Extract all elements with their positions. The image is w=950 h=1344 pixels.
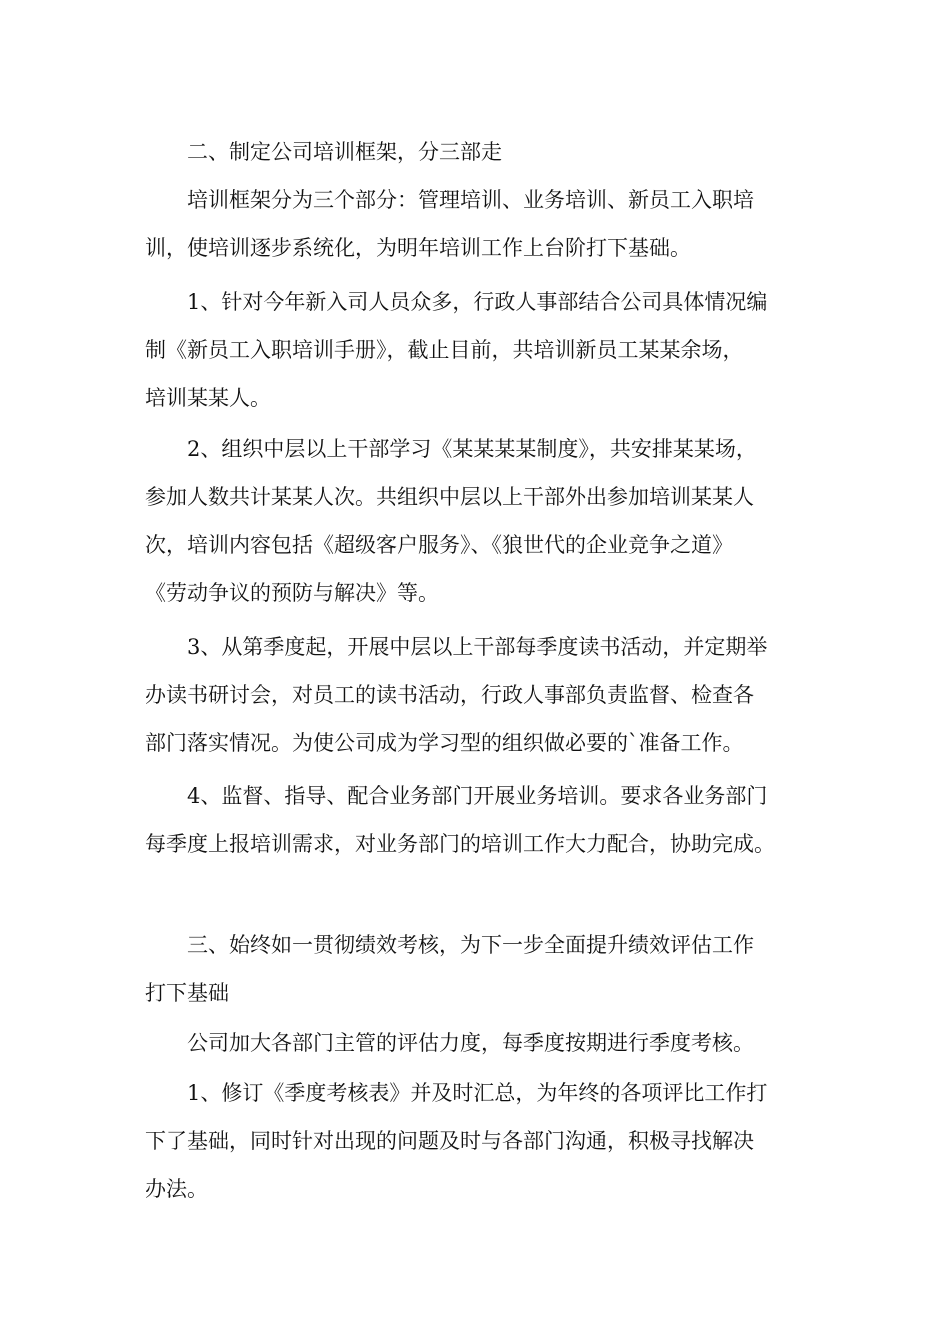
section-2-item-4-paragraph — [145, 772, 835, 868]
paragraph-line: 训，使培训逐步系统化，为明年培训工作上台阶打下基础。 — [145, 236, 691, 260]
section-3-heading — [145, 921, 835, 1017]
heading-line: 二、制定公司培训框架，分三部走 — [187, 140, 502, 164]
paragraph-line: 3、从第季度起，开展中层以上干部每季度读书活动，并定期举 — [187, 635, 768, 659]
section-2-heading — [145, 128, 835, 176]
paragraph-line: 办法。 — [145, 1177, 208, 1201]
paragraph-line: 参加人数共计某某人次。共组织中层以上干部外出参加培训某某人 — [145, 485, 754, 509]
paragraph-line: 培训某某人。 — [145, 386, 271, 410]
paragraph-line: 次，培训内容包括《超级客户服务》、《狼世代的企业竞争之道》 — [145, 533, 733, 557]
paragraph-line: 办读书研讨会，对员工的读书活动，行政人事部负责监督、检查各 — [145, 683, 754, 707]
paragraph-line: 4、监督、指导、配合业务部门开展业务培训。要求各业务部门 — [187, 784, 768, 808]
paragraph-line: 制《新员工入职培训手册》，截止目前，共培训新员工某某余场， — [145, 338, 744, 362]
section-2-item-2-paragraph — [145, 425, 835, 617]
paragraph-line: 《劳动争议的预防与解决》等。 — [145, 581, 439, 605]
section-2-item-1-paragraph — [145, 278, 835, 422]
section-3-item-1-paragraph — [145, 1069, 835, 1213]
section-2-item-3-paragraph — [145, 623, 835, 767]
paragraph-line: 1、针对今年新入司人员众多，行政人事部结合公司具体情况编 — [187, 290, 768, 314]
section-3-intro-paragraph — [145, 1019, 835, 1067]
heading-line: 打下基础 — [145, 981, 229, 1005]
paragraph-line: 培训框架分为三个部分：管理培训、业务培训、新员工入职培 — [187, 188, 754, 212]
paragraph-line: 2、组织中层以上干部学习《某某某某制度》，共安排某某场， — [187, 437, 757, 461]
paragraph-line: 下了基础，同时针对出现的问题及时与各部门沟通，积极寻找解决 — [145, 1129, 754, 1153]
paragraph-line: 公司加大各部门主管的评估力度，每季度按期进行季度考核。 — [187, 1031, 754, 1055]
section-2-intro-paragraph — [145, 176, 835, 272]
paragraph-line: 每季度上报培训需求，对业务部门的培训工作大力配合，协助完成。 — [145, 832, 775, 856]
paragraph-line: 1、修订《季度考核表》并及时汇总，为年终的各项评比工作打 — [187, 1081, 768, 1105]
paragraph-line: 部门落实情况。为使公司成为学习型的组织做必要的`准备工作。 — [145, 731, 744, 755]
heading-line: 三、始终如一贯彻绩效考核，为下一步全面提升绩效评估工作 — [187, 933, 754, 957]
